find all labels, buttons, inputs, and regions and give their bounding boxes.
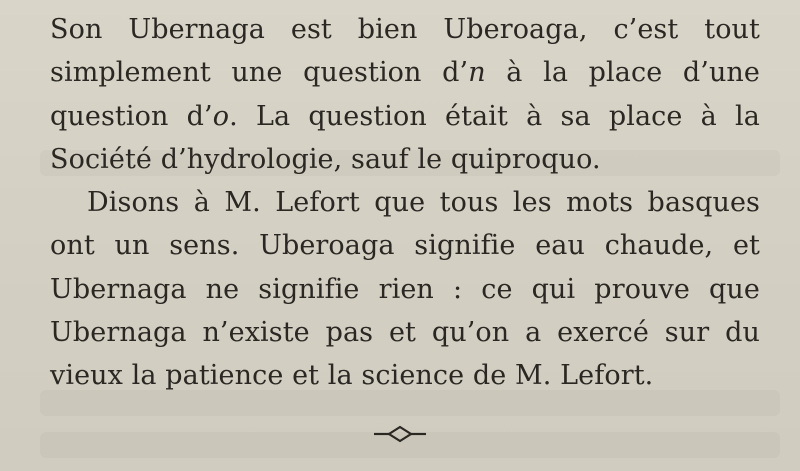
italic-letter: o	[212, 100, 230, 132]
text-line: Disons à M. Lefort que tous les mots basques	[87, 187, 760, 219]
text-line	[50, 51, 760, 94]
text-line: Ubernaga n’existe pas et qu’on a exercé sur du	[50, 317, 760, 349]
text-line: Société d’hydrologie, sauf le quiproquo.	[50, 143, 601, 175]
text-block	[50, 8, 760, 398]
text-line	[50, 95, 760, 138]
text-line: Ubernaga ne signifie rien : ce qui prouve que	[50, 273, 760, 305]
text-line: Son Ubernaga est bien Uberoaga, c’est tout	[50, 14, 760, 45]
text-run: . La question était à sa place à la	[229, 100, 760, 132]
italic-letter: n	[468, 57, 486, 89]
text-run: question d’	[50, 100, 213, 132]
text-run: à la place d’une	[485, 57, 760, 89]
text-run: simplement une question d’	[50, 57, 469, 89]
text-line: vieux la patience et la science de M. Lefort.	[50, 360, 654, 392]
diamond-ornament-icon	[372, 424, 428, 444]
text-line: ont un sens. Uberoaga signifie eau chaude, et	[50, 230, 760, 262]
